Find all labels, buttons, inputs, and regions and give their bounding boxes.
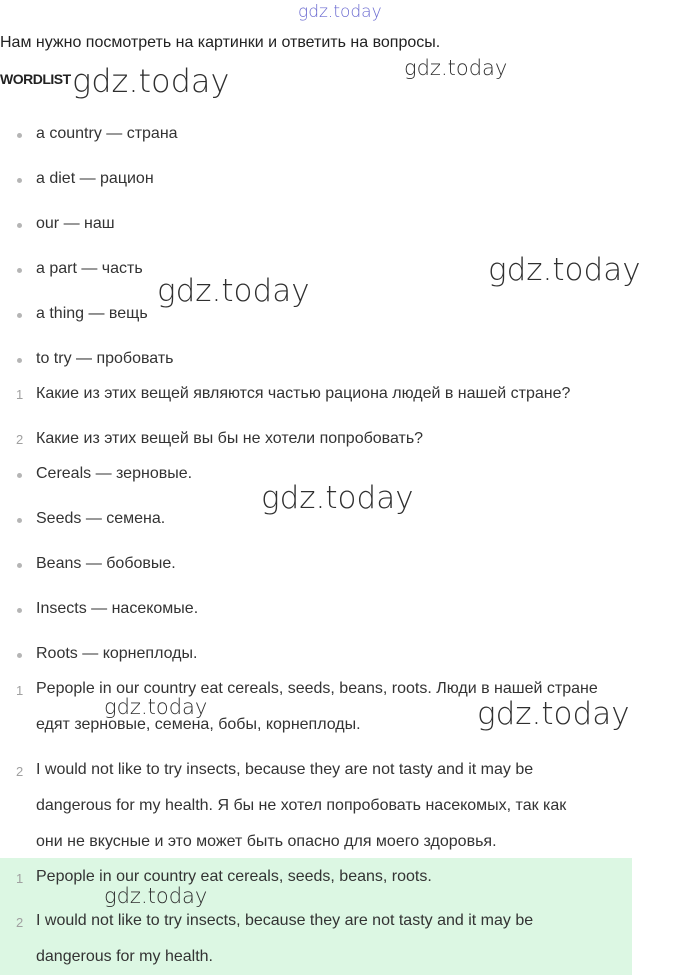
answer-line: dangerous for my health. — [36, 948, 213, 965]
bullet — [17, 518, 22, 523]
bullet — [17, 563, 22, 568]
wordlist-heading: WORDLIST — [0, 71, 71, 87]
question-number: 2 — [16, 432, 24, 447]
watermark: gdz.today — [261, 480, 414, 516]
question-text: Какие из этих вещей являются частью рациона людей в нашей стране? — [36, 385, 571, 402]
answer-number: 2 — [16, 915, 24, 930]
list-item: a country — страна — [36, 125, 178, 142]
question-text: Какие из этих вещей вы бы не хотели попробовать? — [36, 430, 424, 447]
list-item: to try — пробовать — [36, 350, 174, 367]
bullet — [17, 313, 22, 318]
watermark: gdz.today — [104, 884, 208, 908]
bullet — [17, 178, 22, 183]
watermark: gdz.today — [404, 56, 508, 80]
answer-box — [0, 858, 632, 975]
bullet — [17, 608, 22, 613]
answer-line: Pepople in our country eat cereals, seeds, beans, roots. Люди в нашей стране — [36, 680, 598, 697]
answer-line: I would not like to try insects, because they are not tasty and it may be — [36, 912, 534, 929]
answer-line: они не вкусные и это может быть опасно для моего здоровья. — [36, 833, 497, 850]
watermark: gdz.today — [157, 273, 310, 309]
answer-line: I would not like to try insects, because they are not tasty and it may be — [36, 761, 534, 778]
list-item: Roots — корнеплоды. — [36, 645, 198, 662]
list-item: our — наш — [36, 215, 115, 232]
watermark: gdz.today — [298, 2, 382, 22]
answer-line: Pepople in our country eat cereals, seeds, beans, roots. — [36, 868, 432, 885]
answer-number: 1 — [16, 683, 24, 698]
bullet — [17, 473, 22, 478]
list-item: a thing — вещь — [36, 305, 148, 322]
answer-number: 2 — [16, 764, 24, 779]
watermark: gdz.today — [488, 252, 641, 288]
watermark: gdz.today — [104, 695, 208, 719]
list-item: Beans — бобовые. — [36, 555, 176, 572]
question-number: 1 — [16, 387, 24, 402]
answer-number: 1 — [16, 871, 24, 886]
intro-text: Нам нужно посмотреть на картинки и ответить на вопросы. — [0, 34, 441, 51]
bullet — [17, 268, 22, 273]
list-item: a diet — рацион — [36, 170, 154, 187]
list-item: Cereals — зерновые. — [36, 465, 193, 482]
watermark: gdz.today — [477, 696, 630, 732]
list-item: a part — часть — [36, 260, 143, 277]
answer-line: едят зерновые, семена, бобы, корнеплоды. — [36, 716, 361, 733]
bullet — [17, 358, 22, 363]
watermark: gdz.today — [72, 62, 230, 100]
bullet — [17, 653, 22, 658]
bullet — [17, 223, 22, 228]
list-item: Insects — насекомые. — [36, 600, 199, 617]
list-item: Seeds — семена. — [36, 510, 166, 527]
bullet — [17, 133, 22, 138]
answer-line: dangerous for my health. Я бы не хотел попробовать насекомых, так как — [36, 797, 567, 814]
